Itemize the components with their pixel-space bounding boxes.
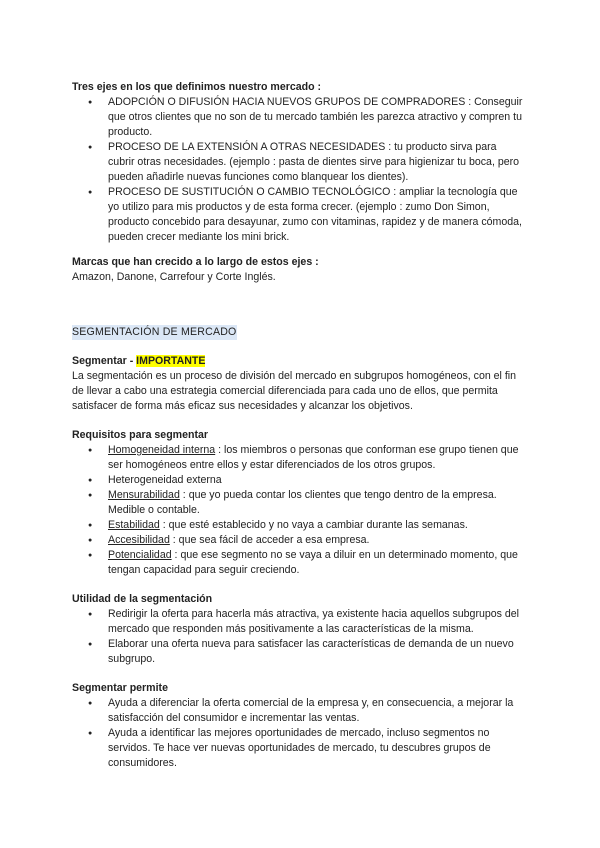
requisitos-heading: Requisitos para segmentar — [72, 429, 208, 441]
document-page — [72, 80, 524, 771]
utilidad-list — [72, 607, 524, 667]
list-item: ● PROCESO DE SUSTITUCIÓN O CAMBIO TECNOLÓGICO : ampliar la tecnología que yo utilizo para mis productos y de esta forma crecer. (ejemplo : zumo Don Simon, producto concebido para desayunar, zumo con vitaminas, rapidez y de manera cómoda, pueden crecer mediante los mini brick. — [72, 185, 524, 245]
list-item: ● ADOPCIÓN O DIFUSIÓN HACIA NUEVOS GRUPOS DE COMPRADORES : Conseguir que otros clientes que no son de tu mercado también les parezca atractivo y compren tu producto. — [72, 95, 524, 140]
section-title: SEGMENTACIÓN DE MERCADO — [72, 326, 237, 338]
marcas-text: Amazon, Danone, Carrefour y Corte Inglés. — [72, 271, 276, 283]
list-item: ● Homogeneidad interna : los miembros o personas que conforman ese grupo tienen que ser homogéneos entre ellos y estar diferenciados de los otros grupos. — [72, 443, 524, 473]
requisitos-list — [72, 443, 524, 578]
list-item: ● Ayuda a identificar las mejores oportunidades de mercado, incluso segmentos no servidos. Te hace ver nuevas oportunidades de mercado, tu descubres grupos de consumidores. — [72, 726, 524, 771]
list-item: ● Accesibilidad : que sea fácil de acceder a esa empresa. — [72, 533, 524, 548]
list-item: ● Ayuda a diferenciar la oferta comercial de la empresa y, en consecuencia, a mejorar la satisfacción del consumidor e incrementar las ventas. — [72, 696, 524, 726]
segmentar-text: La segmentación es un proceso de división del mercado en subgrupos homogéneos, con el fin de llevar a cabo una estrategia comercial diferenciada para cada uno de ellos, que permita satisfacer de forma más eficaz sus necesidades y alcanzar los objetivos. — [72, 370, 517, 412]
list-item: ● Mensurabilidad : que yo pueda contar los clientes que tengo dentro de la empresa. Medible o contable. — [72, 488, 524, 518]
segmentar-heading: Segmentar - IMPORTANTE — [72, 355, 206, 367]
marcas-heading: Marcas que han crecido a lo largo de estos ejes : — [72, 256, 319, 268]
list-item: ● Elaborar una oferta nueva para satisfacer las características de demanda de un nuevo subgrupo. — [72, 637, 524, 667]
list-item: ● Estabilidad : que esté establecido y no vaya a cambiar durante las semanas. — [72, 518, 524, 533]
ejes-list — [72, 95, 524, 245]
list-item: ● Redirigir la oferta para hacerla más atractiva, ya existente hacia aquellos subgrupos del mercado que responden más positivamente a las características de la misma. — [72, 607, 524, 637]
list-item: ● PROCESO DE LA EXTENSIÓN A OTRAS NECESIDADES : tu producto sirva para cubrir otras necesidades. (ejemplo : pasta de dientes sirve para higienizar tu boca, pero pueden añadirle nuevas funciones como blanquear los dientes). — [72, 140, 524, 185]
list-item: ● Potencialidad : que ese segmento no se vaya a diluir en un determinado momento, que tengan capacidad para seguir creciendo. — [72, 548, 524, 578]
importante-highlight: IMPORTANTE — [136, 355, 206, 367]
permite-list — [72, 696, 524, 771]
utilidad-heading: Utilidad de la segmentación — [72, 593, 213, 605]
permite-heading: Segmentar permite — [72, 682, 168, 694]
list-item: ● Heterogeneidad externa — [72, 473, 524, 488]
ejes-heading: Tres ejes en los que definimos nuestro mercado : — [72, 81, 322, 93]
